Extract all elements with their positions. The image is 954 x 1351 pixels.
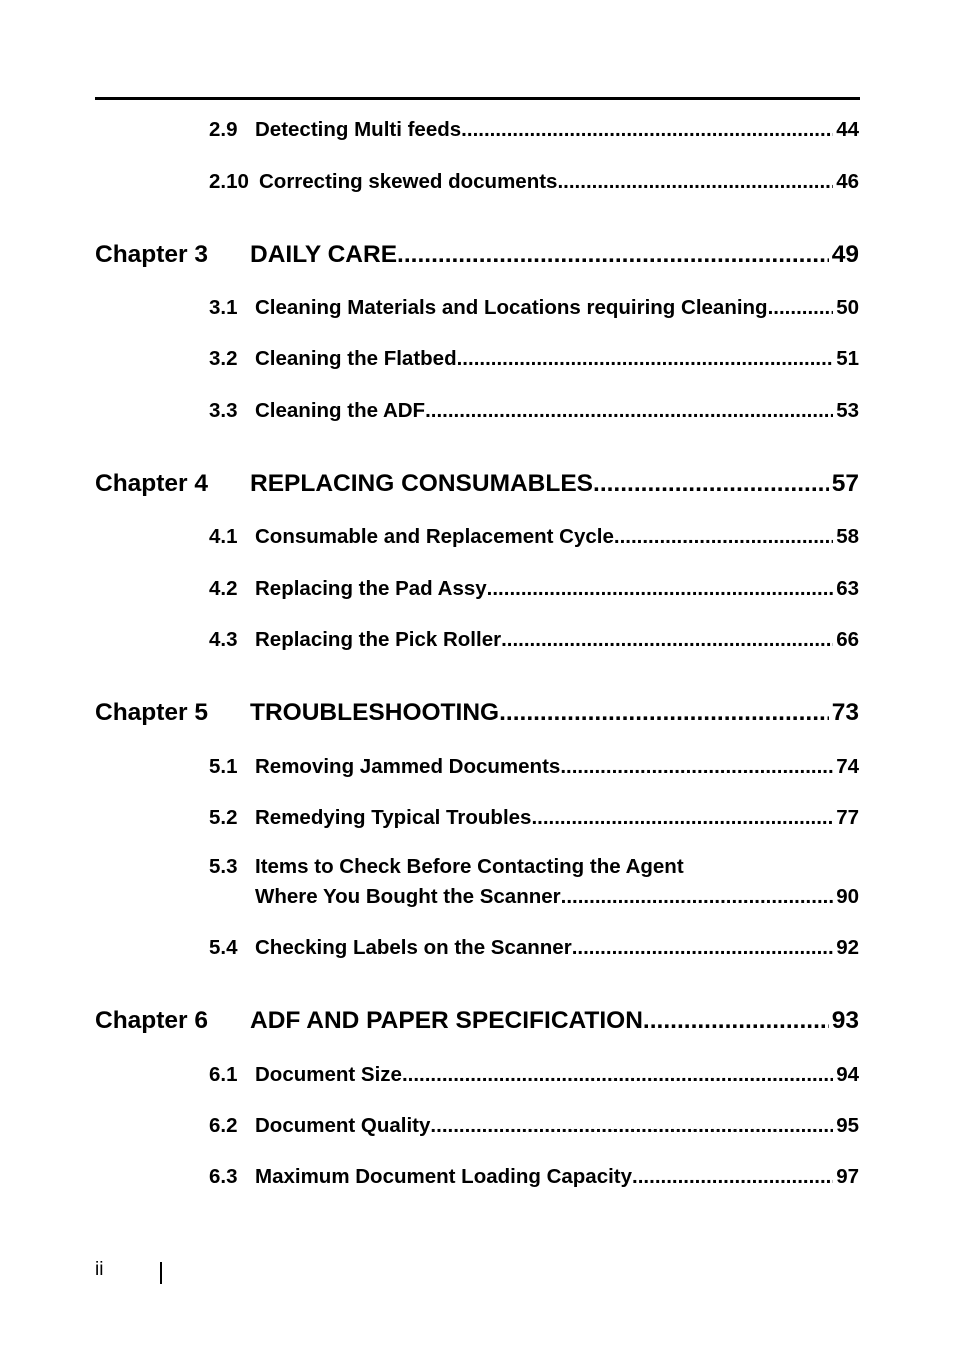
- dot-leader: [643, 1007, 829, 1035]
- page-number: 63: [836, 577, 859, 600]
- dot-leader: [461, 118, 833, 142]
- page-number: 73: [831, 699, 859, 726]
- section-title-continued: Where You Bought the Scanner: [255, 885, 561, 908]
- section-number: 5.1: [209, 755, 238, 778]
- toc-entry-3-3[interactable]: [209, 399, 859, 427]
- page-number: 58: [836, 525, 859, 548]
- toc-entry-2-10[interactable]: [209, 170, 859, 198]
- toc-chapter-5[interactable]: [95, 699, 859, 733]
- section-number: 6.2: [209, 1114, 238, 1137]
- page-number: 53: [836, 399, 859, 422]
- dot-leader: [572, 936, 833, 960]
- section-number: 5.2: [209, 806, 238, 829]
- section-title: Checking Labels on the Scanner: [255, 936, 572, 959]
- section-title: Consumable and Replacement Cycle: [255, 525, 614, 548]
- page-number: 50: [836, 296, 859, 319]
- section-number: 5.4: [209, 936, 238, 959]
- toc-entry-5-4[interactable]: [209, 936, 859, 964]
- section-title: Maximum Document Loading Capacity: [255, 1165, 633, 1188]
- toc-chapter-3[interactable]: [95, 241, 859, 275]
- toc-entry-6-1[interactable]: [209, 1063, 859, 1091]
- section-title: Document Quality: [255, 1114, 431, 1137]
- section-title: Removing Jammed Documents: [255, 755, 561, 778]
- toc-entry-3-2[interactable]: [209, 347, 859, 375]
- chapter-title: DAILY CARE: [250, 241, 398, 268]
- section-number: 6.3: [209, 1165, 238, 1188]
- toc-entry-4-1[interactable]: [209, 525, 859, 553]
- dot-leader: [402, 1063, 833, 1087]
- section-number: 2.9: [209, 118, 238, 141]
- section-number: 3.2: [209, 347, 238, 370]
- toc-entry-6-2[interactable]: [209, 1114, 859, 1142]
- dot-leader: [768, 296, 834, 320]
- section-title: Items to Check Before Contacting the Agent: [255, 855, 684, 878]
- dot-leader: [614, 525, 833, 549]
- dot-leader: [397, 241, 829, 269]
- page-number: 94: [836, 1063, 859, 1086]
- chapter-number: Chapter 3: [95, 241, 209, 268]
- page-number: 49: [831, 241, 859, 268]
- footer-divider: [160, 1262, 162, 1284]
- chapter-title: TROUBLESHOOTING: [250, 699, 500, 726]
- dot-leader: [560, 755, 833, 779]
- toc-entry-5-2[interactable]: [209, 806, 859, 834]
- section-number: 4.1: [209, 525, 238, 548]
- page-number: 51: [836, 347, 859, 370]
- section-title: Replacing the Pick Roller: [255, 628, 502, 651]
- section-title: Remedying Typical Troubles: [255, 806, 532, 829]
- chapter-title: REPLACING CONSUMABLES: [250, 470, 594, 497]
- section-title: Cleaning Materials and Locations requiring Cleaning: [255, 296, 768, 319]
- page-number: 74: [836, 755, 859, 778]
- dot-leader: [425, 399, 833, 423]
- chapter-number: Chapter 5: [95, 699, 209, 726]
- section-title: Document Size: [255, 1063, 402, 1086]
- footer-page-number: ii: [95, 1259, 104, 1280]
- toc-entry-2-9[interactable]: [209, 118, 859, 146]
- section-title: Cleaning the ADF: [255, 399, 426, 422]
- dot-leader: [457, 347, 834, 371]
- toc-entry-5-1[interactable]: [209, 755, 859, 783]
- entry-second-line: [209, 885, 859, 913]
- chapter-number: Chapter 4: [95, 470, 209, 497]
- header-rule: [95, 97, 860, 100]
- page-number: 66: [836, 628, 859, 651]
- section-title: Cleaning the Flatbed: [255, 347, 457, 370]
- section-number: 6.1: [209, 1063, 238, 1086]
- section-title: Detecting Multi feeds: [255, 118, 462, 141]
- chapter-title: ADF AND PAPER SPECIFICATION: [250, 1007, 643, 1034]
- page-number: 57: [831, 470, 859, 497]
- section-number: 4.2: [209, 577, 238, 600]
- toc-entry-4-2[interactable]: [209, 577, 859, 605]
- page-number: 77: [836, 806, 859, 829]
- chapter-number: Chapter 6: [95, 1007, 209, 1034]
- section-number: 3.3: [209, 399, 238, 422]
- dot-leader: [501, 628, 833, 652]
- dot-leader: [531, 806, 833, 830]
- page-number: 90: [836, 885, 859, 908]
- page-number: 97: [836, 1165, 859, 1188]
- section-number: 2.10: [209, 170, 249, 193]
- page-number: 92: [836, 936, 859, 959]
- dot-leader: [561, 885, 834, 909]
- dot-leader: [593, 470, 829, 498]
- toc-chapter-4[interactable]: [95, 470, 859, 504]
- dot-leader: [632, 1165, 833, 1189]
- page-number: 46: [836, 170, 859, 193]
- dot-leader: [557, 170, 833, 194]
- dot-leader: [430, 1114, 833, 1138]
- dot-leader: [499, 699, 829, 727]
- entry-first-line: [209, 855, 859, 885]
- toc-entry-5-3[interactable]: [209, 855, 859, 913]
- toc-chapter-6[interactable]: [95, 1007, 859, 1041]
- section-number: 3.1: [209, 296, 238, 319]
- toc-entry-4-3[interactable]: [209, 628, 859, 656]
- toc-entry-6-3[interactable]: [209, 1165, 859, 1193]
- page-number: 44: [836, 118, 859, 141]
- dot-leader: [487, 577, 834, 601]
- page-number: 95: [836, 1114, 859, 1137]
- toc-entry-3-1[interactable]: [209, 296, 859, 324]
- section-title: Replacing the Pad Assy: [255, 577, 487, 600]
- section-number: 4.3: [209, 628, 238, 651]
- section-title: Correcting skewed documents: [259, 170, 558, 193]
- section-number: 5.3: [209, 855, 238, 878]
- page-number: 93: [831, 1007, 859, 1034]
